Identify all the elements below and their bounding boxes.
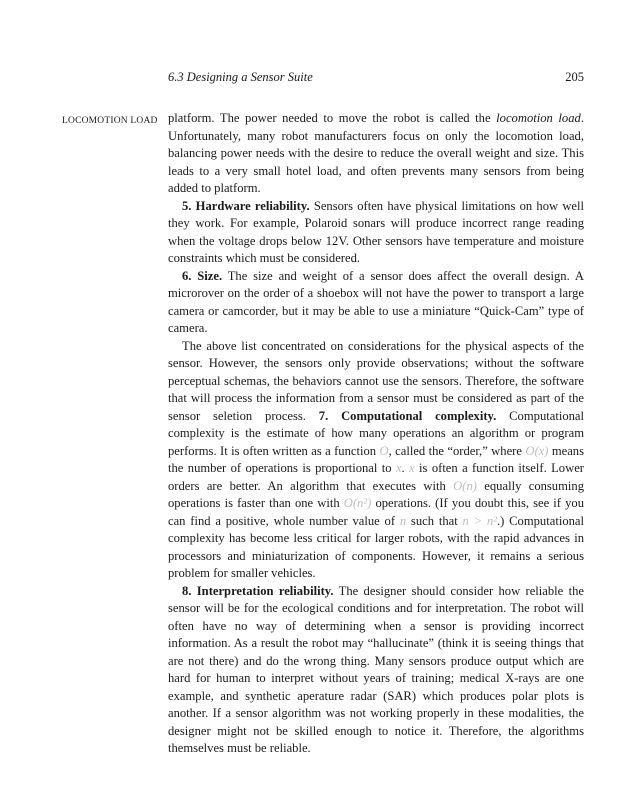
page-number: 205 — [565, 70, 584, 84]
math-symbol: O(x) — [525, 443, 549, 458]
margin-note: LOCOMOTION LOAD — [62, 116, 158, 126]
text-run: Sensors often have physical limitations on how well they work. For example, Polaroid sonars will produce incorrect range reading when the voltage drops below 12V. Other sensors have temperature and moisture constraints which must be considered. — [168, 198, 584, 265]
item-heading: 7. Computational complexity. — [318, 408, 497, 423]
text-run: The designer should consider how reliable the sensor will be for the ecological conditions and for interpretation. The robot will often have no way of determining when a sensor is providing incorrect information. As a result the robot may “hallucinate” (think it is seeing things that are not there) and do the wrong thing. Many sensors produce output which are hard for human to interpret without years of training; medical X-rays are one example, and synthetic aperature radar (SAR) which produces polar plots is another. If a sensor algorithm was not working properly in these modalities, the designer might not be skilled enough to notice it. Therefore, the algorithms themselves must be reliable. — [168, 583, 584, 755]
text-run: means the number of operations is proportional to — [168, 443, 584, 475]
running-head — [168, 70, 584, 85]
text-run: Computational complexity is the estimate of how many operations an algorithm or program performs. It is often written as a function — [168, 408, 585, 458]
text-run: , called the “order,” where — [388, 443, 526, 458]
text-run: The above list concentrated on considerations for the physical aspects of the sensor. However, the sensors only provide observations; without the software perceptual schemas, the behaviors cannot use the sensors. Therefore, the software that will process the information from a sensor must be considered as part of the sensor seletion process. — [168, 338, 584, 423]
paragraph-computational-complexity — [168, 338, 584, 583]
math-symbol: O — [379, 443, 389, 458]
text-run: . — [401, 461, 410, 475]
body-text — [168, 110, 584, 758]
math-symbol: x — [395, 461, 402, 475]
section-title: 6.3 Designing a Sensor Suite — [168, 70, 313, 84]
paragraph-size — [168, 268, 584, 338]
math-symbol: x — [409, 461, 415, 475]
math-symbol: n > n² — [462, 513, 497, 528]
text-run: such that — [406, 513, 463, 528]
math-symbol: O(n²) — [343, 496, 372, 510]
paragraph-interpretation-reliability — [168, 583, 584, 758]
item-heading: 8. Interpretation reliability. — [182, 583, 334, 598]
paragraph-hardware-reliability — [168, 198, 584, 268]
item-heading: 6. Size. — [182, 268, 223, 283]
item-heading: 5. Hardware reliability. — [182, 198, 310, 213]
text-run: .) Computational complexity has become less critical for larger robots, with the rapid advances in processors and miniaturization of components. However, it remains a serious problem for smaller vehicles. — [168, 513, 585, 580]
math-symbol: n — [399, 513, 407, 528]
paragraph-locomotion-load — [168, 110, 584, 198]
text-run: operations. (If you doubt this, see if you can find a positive, whole number value of — [168, 496, 584, 528]
text-run: platform. The power needed to move the robot is called the — [168, 111, 497, 125]
math-symbol: O(n) — [453, 478, 477, 493]
defined-term: locomotion load — [496, 111, 581, 125]
text-run: is often a function itself. Lower orders are better. An algorithm that executes with — [168, 461, 584, 493]
text-run: . Unfortunately, many robot manufacturers focus on only the locomotion load, balancing power needs with the desire to reduce the overall weight and size. This leads to a very small hotel load, and often prevents many sensors from being added to platform. — [168, 111, 584, 195]
text-run: The size and weight of a sensor does affect the overall design. A microrover on the order of a shoebox will not have the power to transport a large camera or camcorder, but it may be able to use a miniature “Quick-Cam” type of camera. — [168, 268, 584, 335]
text-run: equally consuming operations is faster than one with — [168, 478, 584, 510]
